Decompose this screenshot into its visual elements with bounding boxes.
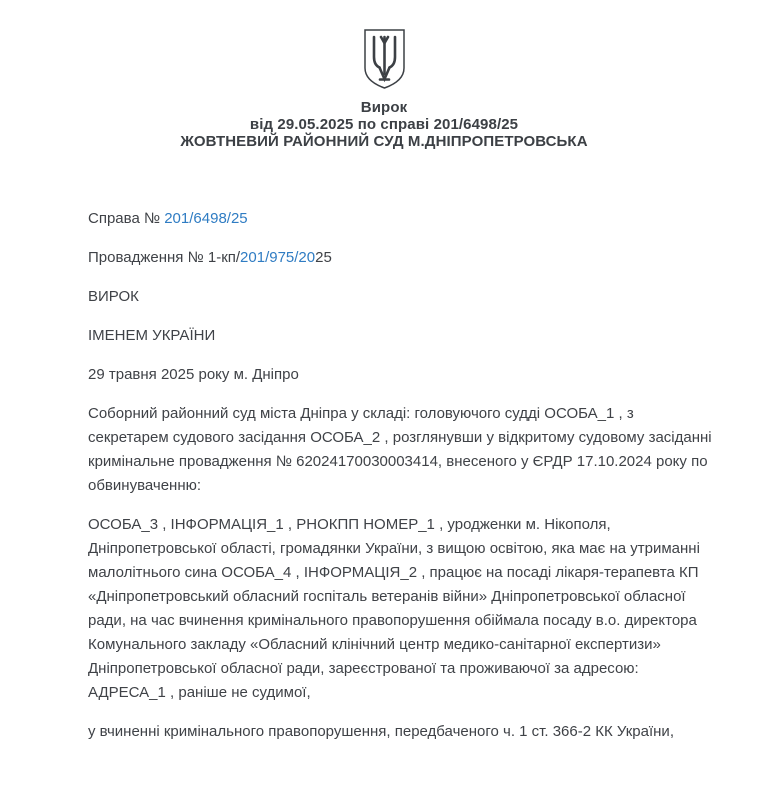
paragraph-court-composition: Соборний районний суд міста Дніпра у складі: головуючого судді ОСОБА_1 , з секретарем судового засідання ОСОБА_2 , розглянувши у відкритому судовому засіданні кримінальне провадження № 62024170030003414, внесеного у ЄРДР 17.10.2024 року по обвинуваченню: [88,405,712,494]
proceeding-number-label: Провадження № 1-кп/ [88,249,241,266]
case-number-line [88,207,714,231]
proceeding-number-suffix: 25 [315,249,332,266]
case-number-link[interactable]: 201/6498/25 [164,210,248,227]
proceeding-number-link[interactable]: 201/975/20 [240,249,316,266]
ukraine-trident-emblem [361,28,408,95]
in-name-of-ukraine-heading: ІМЕНЕМ УКРАЇНИ [88,327,216,344]
header-court-name: ЖОВТНЕВИЙ РАЙОННИЙ СУД М.ДНІПРОПЕТРОВСЬКА [180,133,588,150]
document-header [0,0,768,150]
paragraph-charge: у вчиненні кримінального правопорушення, передбаченого ч. 1 ст. 366-2 КК України, [88,723,674,740]
date-place-line: 29 травня 2025 року м. Дніпро [88,366,299,383]
verdict-heading: ВИРОК [88,288,139,305]
paragraph-accused-details: ОСОБА_3 , ІНФОРМАЦІЯ_1 , РНОКПП НОМЕР_1 , уродженки м. Нікополя, Дніпропетровської області, громадянки України, з вищою освітою, яка має на утриманні малолітнього сина ОСОБА_4 , ІНФОРМАЦІЯ_2 , працює на посаді лікаря-терапевта КП «Дніпропетровський обласний госпіталь ветеранів війни» Дніпропетровської обласної ради, на час вчинення кримінального правопорушення обіймала посаду в.о. директора Комунального закладу «Обласний клінічний центр медико-санітарної експертизи» Дніпропетровської обласної ради, зареєстрованої та проживаючої за адресою: АДРЕСА_1 , раніше не судимої, [88,516,700,701]
proceeding-number-line [88,246,714,270]
document-body [0,150,768,785]
header-title: Вирок [360,99,408,116]
case-number-label: Справа № [88,210,165,227]
header-subtitle: від 29.05.2025 по справі 201/6498/25 [249,116,519,133]
